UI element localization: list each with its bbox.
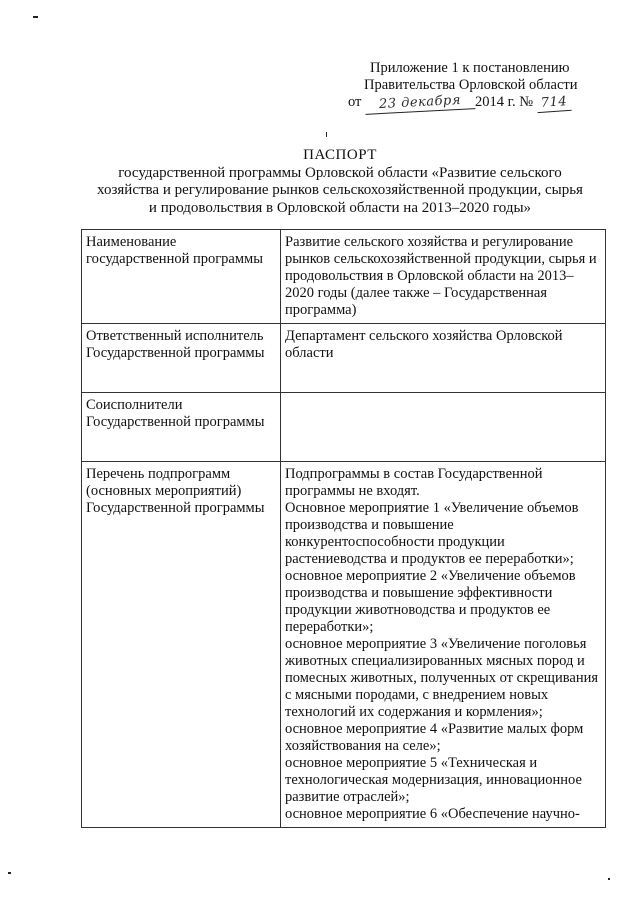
scan-speck: [8, 872, 11, 874]
row-label: Соисполнители Государственной программы: [82, 393, 281, 462]
list-paragraph: основное мероприятие 3 «Увеличение поголовья животных специализированных мясных пород и помесных животных, полученных от скрещивания с мясными породами, с внедрением новых технологий их содержания и кормления»;: [285, 636, 599, 720]
approval-date-prefix: от: [348, 94, 362, 110]
title-line-1: государственной программы Орловской области «Развитие сельского: [118, 164, 562, 181]
document-title: [60, 147, 620, 217]
approval-line-1: Приложение 1 к постановлению: [370, 60, 570, 76]
table-row: [82, 393, 606, 462]
handwritten-number: 714: [536, 93, 571, 113]
title-line-3: и продовольствия в Орловской области на 2013–2020 годы»: [148, 199, 532, 216]
list-paragraph: Основное мероприятие 1 «Увеличение объемов производства и повышение конкурентоспособности продукции растениеводства и продуктов ее переработки»;: [285, 500, 579, 567]
row-label: Перечень подпрограмм (основных мероприятий) Государственной программы: [82, 462, 281, 828]
list-paragraph: основное мероприятие 4 «Развитие малых форм хозяйствования на селе»;: [285, 721, 584, 754]
scan-speck: [326, 132, 327, 137]
scan-speck: [608, 878, 610, 880]
table-row: [82, 462, 606, 828]
title-line-2: хозяйства и регулирование рынков сельскохозяйственной продукции, сырья: [97, 182, 583, 198]
row-value: [281, 393, 606, 462]
title-heading: ПАСПОРТ: [303, 147, 377, 163]
table-row: [82, 230, 606, 324]
list-paragraph: основное мероприятие 2 «Увеличение объемов производства и повышение эффективности продукции животноводства и продуктов ее переработки»;: [285, 568, 576, 635]
row-value: [281, 462, 606, 828]
passport-table: [81, 229, 606, 828]
row-label: Ответственный исполнитель Государственной программы: [82, 324, 281, 393]
list-paragraph: основное мероприятие 5 «Техническая и технологическая модернизация, инновационное развитие отраслей»;: [285, 755, 582, 805]
row-value: Развитие сельского хозяйства и регулирование рынков сельскохозяйственной продукции, сырья и продовольствия в Орловской области на 2013–2020 годы (далее также – Государственная программа): [281, 230, 606, 324]
list-paragraph: Подпрограммы в состав Государственной программы не входят.: [285, 466, 543, 499]
approval-stamp: [342, 60, 602, 112]
row-value: Департамент сельского хозяйства Орловской области: [281, 324, 606, 393]
table-row: [82, 324, 606, 393]
row-label: Наименование государственной программы: [82, 230, 281, 324]
scan-speck: [33, 16, 38, 18]
approval-year: 2014 г. №: [475, 94, 534, 110]
handwritten-date: 23 декабря: [365, 91, 476, 115]
approval-line-3: [342, 94, 602, 112]
approval-line-2: Правительства Орловской области: [364, 77, 578, 93]
list-paragraph: основное мероприятие 6 «Обеспечение научно-: [285, 806, 580, 822]
